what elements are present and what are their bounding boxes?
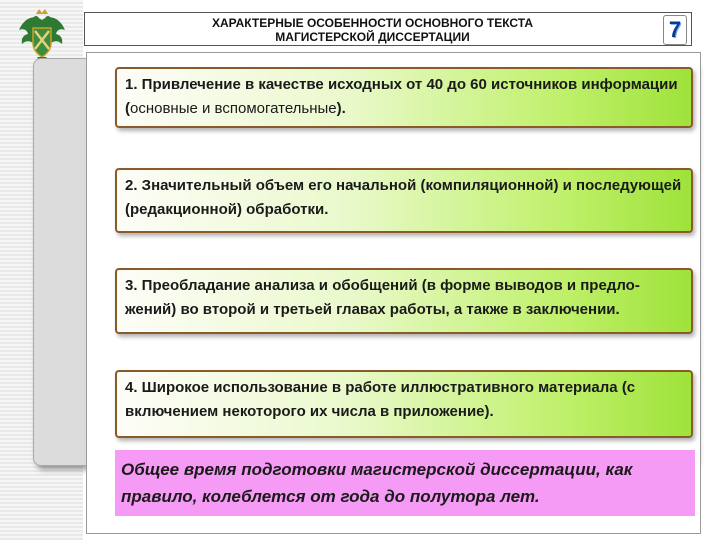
- list-item-4-text: 4. Широкое использование в работе иллюстративного материала (с включением некоторого их числа в приложение).: [125, 379, 636, 420]
- list-item-4: [115, 370, 693, 438]
- summary-text: Общее время подготовки магистерской диссертации, как правило, колеблется от года до полутора лет.: [121, 460, 633, 506]
- list-item-2-text: 2. Значительный объем его начальной (компиляционной) и последующей (редакционной) обработки.: [125, 177, 682, 218]
- page-title: [85, 16, 660, 44]
- list-item-3: [115, 268, 693, 334]
- list-item-1-tail: ).: [336, 100, 346, 117]
- page-title-line-1: ХАРАКТЕРНЫЕ ОСОБЕННОСТИ ОСНОВНОГО ТЕКСТА: [211, 16, 534, 30]
- page-number: 7: [668, 17, 682, 42]
- header-title-box: [84, 12, 692, 46]
- list-item-1: [115, 67, 693, 128]
- list-item-2: [115, 168, 693, 233]
- list-item-3-line-2: жений) во второй и третьей главах работы, а также в заключении.: [125, 301, 620, 318]
- list-item-1-light: основные и вспомогательные: [130, 100, 337, 117]
- list-item-3-line-1: 3. Преобладание анализа и обобщений (в форме выводов и предло-: [125, 277, 640, 294]
- summary-box: [115, 450, 695, 516]
- page-title-line-2: МАГИСТЕРСКОЙ ДИССЕРТАЦИИ: [275, 30, 470, 44]
- list-item-1-bold: 1. Привлечение в качестве исходных от 40 до 60 источников информации (: [125, 76, 678, 117]
- page-number-badge: [663, 15, 687, 45]
